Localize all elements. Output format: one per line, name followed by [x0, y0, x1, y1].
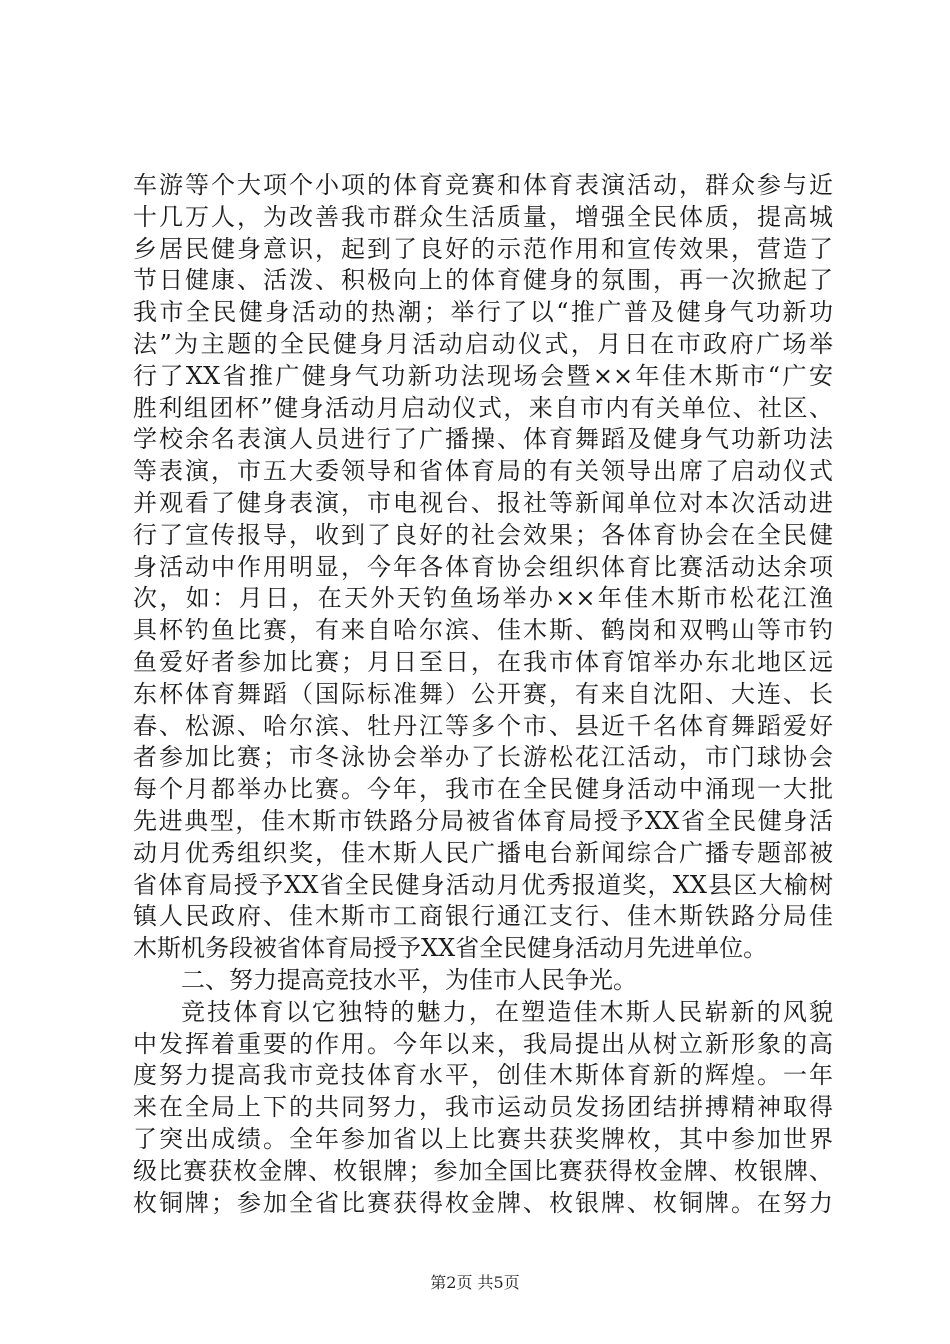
- text-line: 车游等个大项个小项的体育竞赛和体育表演活动，群众参与近: [133, 171, 833, 199]
- text-line: 行了XX省推广健身气功新功法现场会暨××年佳木斯市“广安: [133, 361, 833, 390]
- text-line: 先进典型，佳木斯市铁路分局被省体育局授予XX省全民健身活: [133, 806, 833, 835]
- text-line: 次，如：月日，在天外天钓鱼场举办××年佳木斯市松花江渔: [133, 584, 833, 613]
- text-line: 了突出成绩。全年参加省以上比赛共获奖牌枚，其中参加世界: [133, 1124, 833, 1153]
- text-line: 者参加比赛；市冬泳协会举办了长游松花江活动，市门球协会: [133, 743, 833, 772]
- text-line: 我市全民健身活动的热潮；举行了以“推广普及健身气功新功: [133, 298, 833, 327]
- text-line: 动月优秀组织奖，佳木斯人民广播电台新闻综合广播专题部被: [133, 838, 833, 867]
- paragraph-first-line: 二、努力提高竞技水平，为佳市人民争光。: [181, 965, 637, 994]
- page-number-footer: 第2页 共5页: [430, 1273, 520, 1292]
- text-line: 鱼爱好者参加比赛；月日至日，在我市体育馆举办东北地区远: [133, 647, 833, 676]
- text-line: 十几万人，为改善我市群众生活质量，增强全民体质，提高城: [133, 202, 833, 231]
- text-line: 身活动中作用明显，今年各体育协会组织体育比赛活动达余项: [133, 552, 833, 581]
- text-line: 木斯机务段被省体育局授予XX省全民健身活动月先进单位。: [133, 934, 768, 963]
- text-line: 省体育局授予XX省全民健身活动月优秀报道奖，XX县区大榆树: [133, 870, 833, 899]
- text-line: 乡居民健身意识，起到了良好的示范作用和宣传效果，营造了: [133, 234, 833, 263]
- text-line: 并观看了健身表演，市电视台、报社等新闻单位对本次活动进: [133, 488, 833, 517]
- text-line: 度努力提高我市竞技体育水平，创佳木斯体育新的辉煌。一年: [133, 1061, 833, 1090]
- text-line: 每个月都举办比赛。今年，我市在全民健身活动中涌现一大批: [133, 775, 833, 804]
- paragraph-first-line: 竞技体育以它独特的魅力，在塑造佳木斯人民崭新的风貌: [181, 997, 833, 1026]
- text-line: 东杯体育舞蹈（国际标准舞）公开赛，有来自沈阳、大连、长: [133, 679, 833, 708]
- text-line: 法”为主题的全民健身月活动启动仪式，月日在市政府广场举: [133, 329, 833, 358]
- text-line: 来在全局上下的共同努力，我市运动员发扬团结拼搏精神取得: [133, 1093, 833, 1122]
- text-line: 级比赛获枚金牌、枚银牌；参加全国比赛获得枚金牌、枚银牌、: [133, 1156, 833, 1185]
- text-line: 具杯钓鱼比赛，有来自哈尔滨、佳木斯、鹤岗和双鸭山等市钓: [133, 616, 833, 645]
- text-line: 等表演，市五大委领导和省体育局的有关领导出席了启动仪式: [133, 457, 833, 486]
- text-line: 镇人民政府、佳木斯市工商银行通江支行、佳木斯铁路分局佳: [133, 902, 833, 931]
- text-line: 学校余名表演人员进行了广播操、体育舞蹈及健身气功新功法: [133, 425, 833, 454]
- document-body: [133, 170, 833, 1219]
- text-line: 枚铜牌；参加全省比赛获得枚金牌、枚银牌、枚铜牌。在努力: [133, 1188, 833, 1217]
- text-line: 春、松源、哈尔滨、牡丹江等多个市、县近千名体育舞蹈爱好: [133, 711, 833, 740]
- text-line: 中发挥着重要的作用。今年以来，我局提出从树立新形象的高: [133, 1029, 833, 1058]
- text-line: 胜利组团杯”健身活动月启动仪式，来自市内有关单位、社区、: [133, 393, 833, 422]
- text-line: 节日健康、活泼、积极向上的体育健身的氛围，再一次掀起了: [133, 266, 833, 295]
- text-line: 行了宣传报导，收到了良好的社会效果；各体育协会在全民健: [133, 520, 833, 549]
